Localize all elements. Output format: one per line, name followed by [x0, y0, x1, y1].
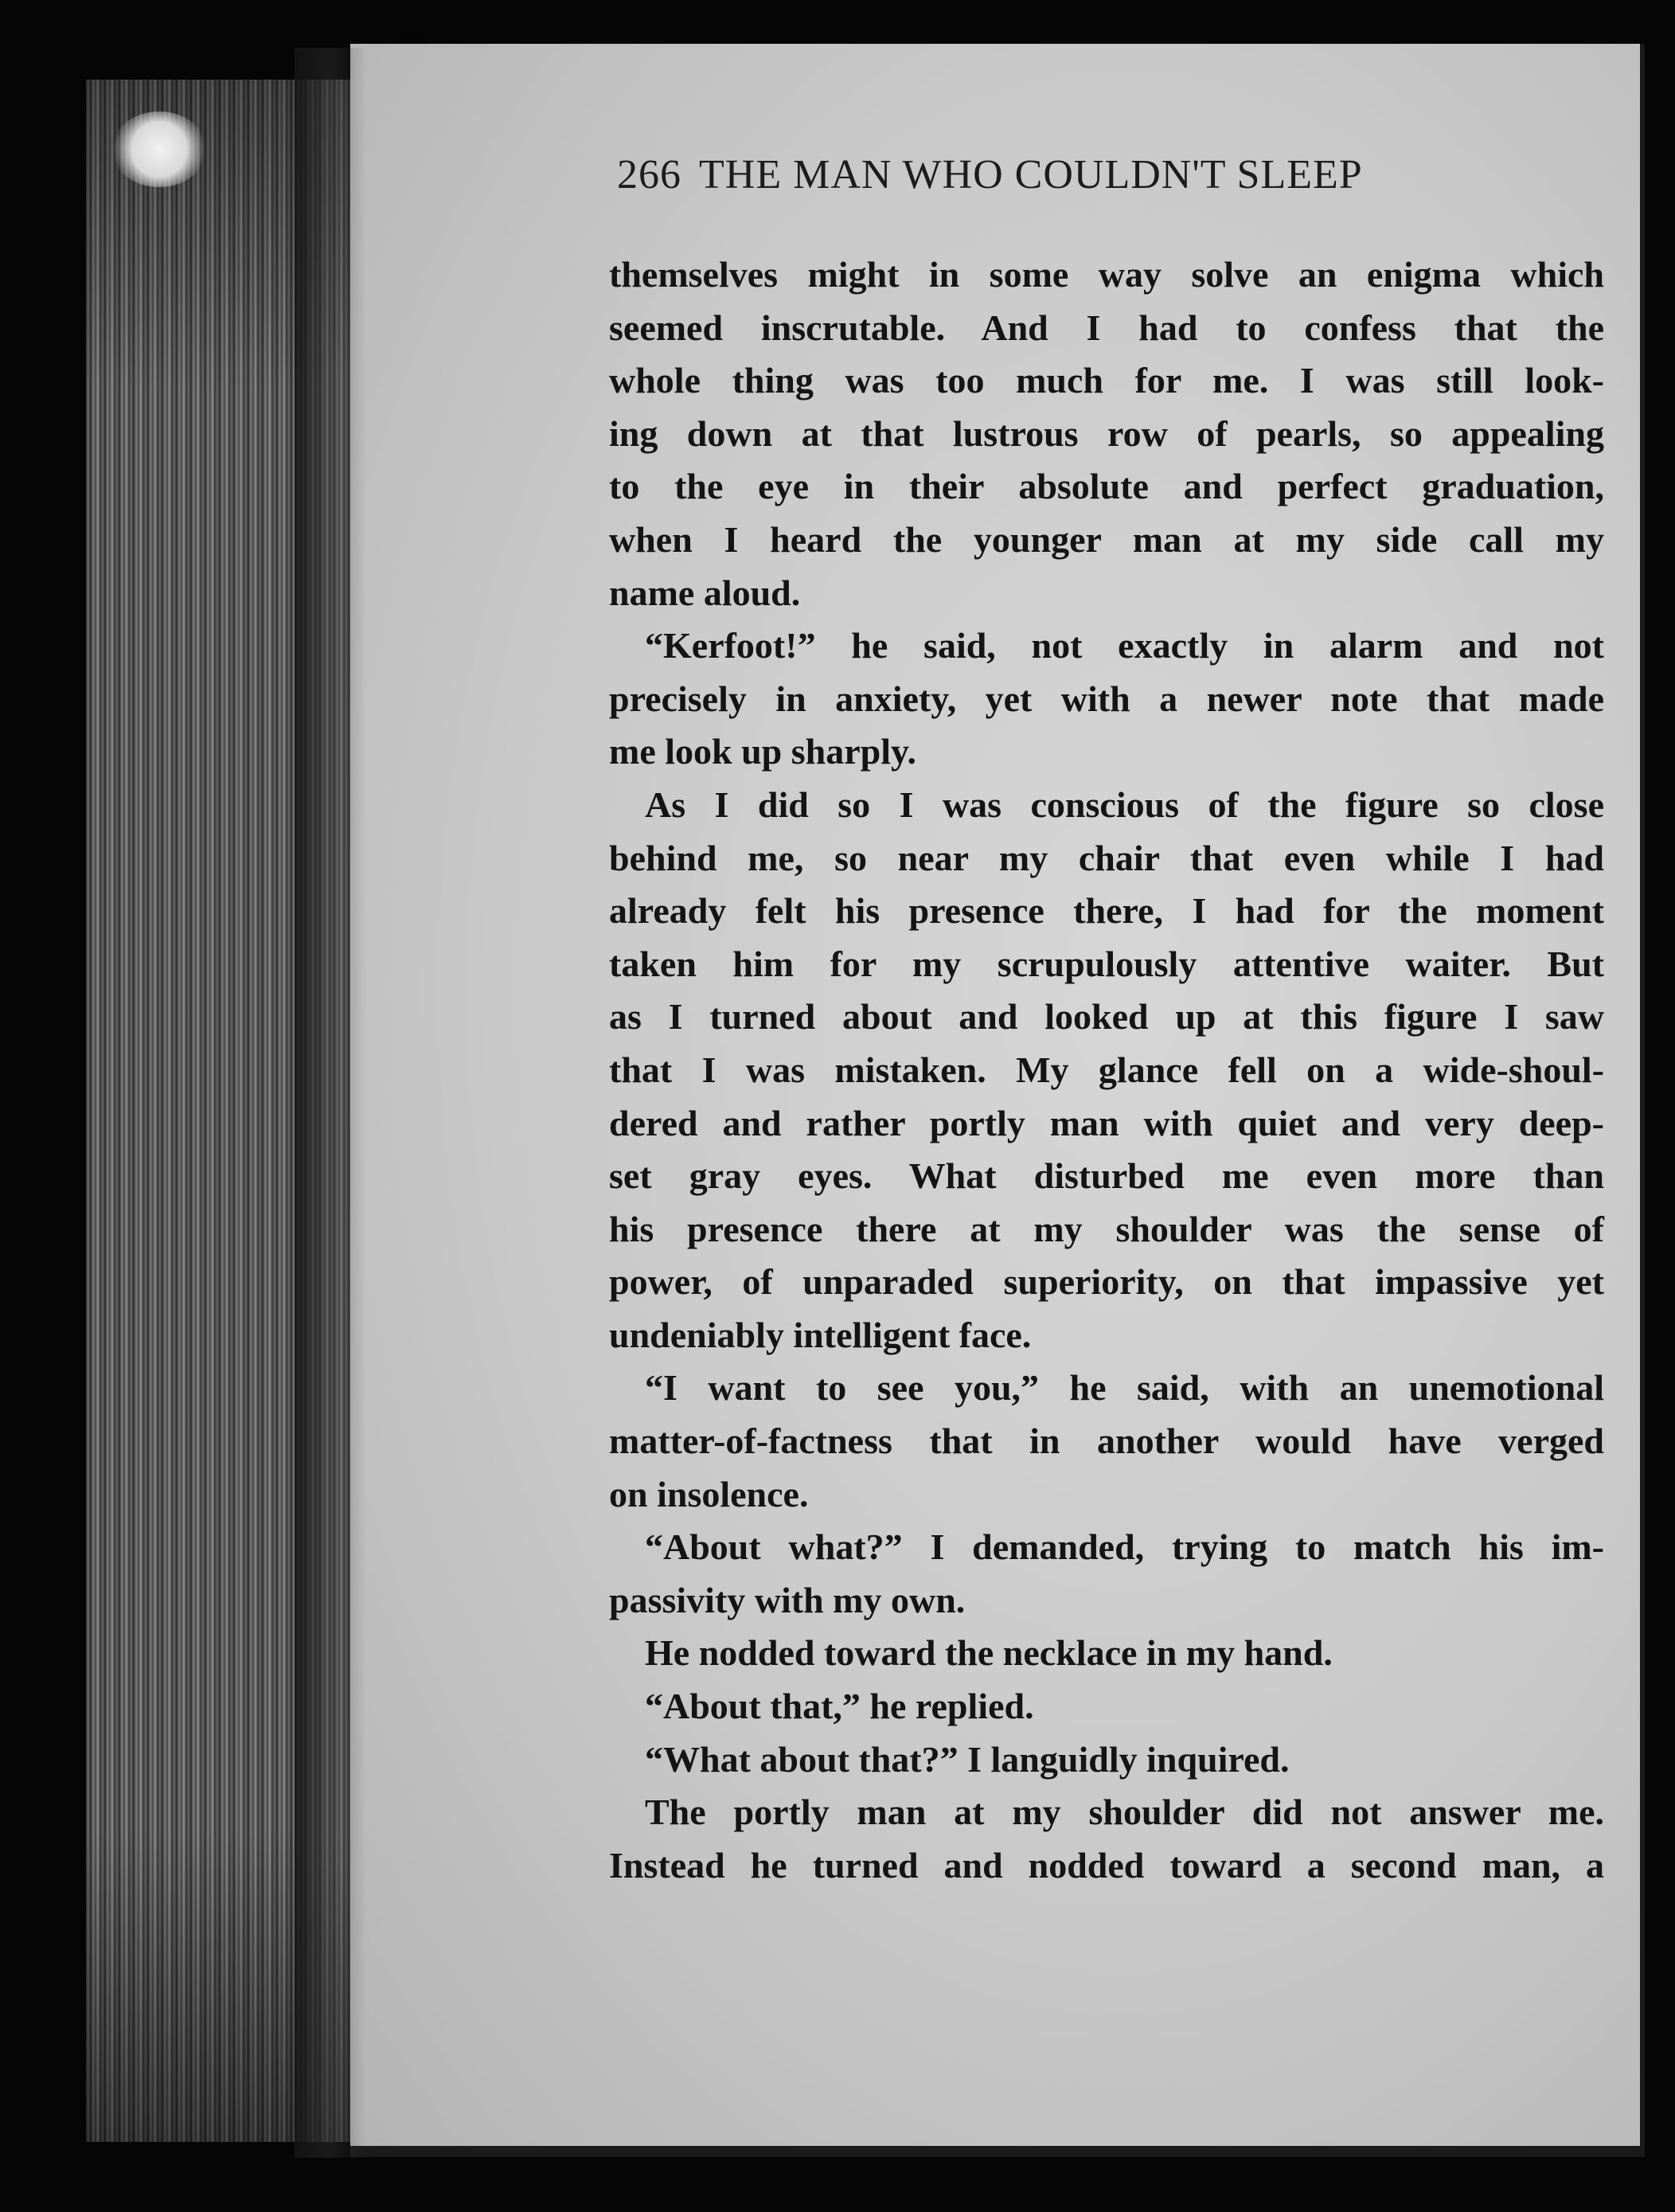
text-line: on insolence. [609, 1473, 809, 1514]
text-line: The portly man at my shoulder did not answer me. [645, 1792, 1604, 1833]
text-line: taken him for my scrupulously attentive waiter. But [609, 943, 1604, 984]
text-line: name aloud. [609, 572, 801, 613]
text-line: passivity with my own. [609, 1579, 966, 1620]
page-number: 266 [617, 152, 681, 197]
text-line: to the eye in their absolute and perfect graduation, [609, 466, 1604, 507]
text-line: seemed inscrutable. And I had to confess that the [609, 307, 1604, 348]
text-line: me look up sharply. [609, 731, 916, 772]
book-title: THE MAN WHO COULDN'T SLEEP [699, 152, 1363, 197]
spine-shadow [295, 48, 366, 2158]
text-line: “Kerfoot!” he said, not exactly in alarm and not [645, 625, 1604, 666]
text-line: precisely in anxiety, yet with a newer note that made [609, 678, 1604, 719]
text-line: already felt his presence there, I had for the moment [609, 890, 1604, 932]
paper-blemish [111, 111, 207, 187]
text-line: dered and rather portly man with quiet and very deep- [609, 1102, 1604, 1143]
text-line: his presence there at my shoulder was the sense of [609, 1208, 1604, 1249]
text-line: themselves might in some way solve an enigma which [609, 254, 1604, 295]
text-line: ing down at that lustrous row of pearls, so appealing [609, 412, 1604, 454]
text-line: whole thing was too much for me. I was still look- [609, 360, 1604, 401]
text-line: Instead he turned and nodded toward a second man, a [609, 1844, 1604, 1886]
text-line: matter-of-factness that in another would have verged [609, 1421, 1604, 1462]
body-text [609, 248, 1604, 1892]
text-line: behind me, so near my chair that even while I had [609, 837, 1604, 878]
text-line: He nodded toward the necklace in my hand. [645, 1632, 1333, 1674]
text-line: “What about that?” I languidly inquired. [645, 1738, 1290, 1780]
text-line: undeniably intelligent face. [609, 1314, 1032, 1355]
text-line: when I heard the younger man at my side call my [609, 518, 1604, 560]
text-line: as I turned about and looked up at this figure I saw [609, 996, 1604, 1038]
text-line: “About that,” he replied. [645, 1686, 1034, 1727]
text-line: that I was mistaken. My glance fell on a wide-shoul- [609, 1049, 1604, 1090]
text-line: “About what?” I demanded, trying to match his im- [645, 1526, 1604, 1568]
text-line: power, of unparaded superiority, on that impassive yet [609, 1261, 1604, 1303]
text-line: “I want to see you,” he said, with an unemotional [645, 1367, 1604, 1409]
running-header [617, 151, 1540, 198]
text-line: set gray eyes. What disturbed me even more than [609, 1155, 1604, 1197]
text-line: As I did so I was conscious of the figure so close [645, 784, 1604, 825]
